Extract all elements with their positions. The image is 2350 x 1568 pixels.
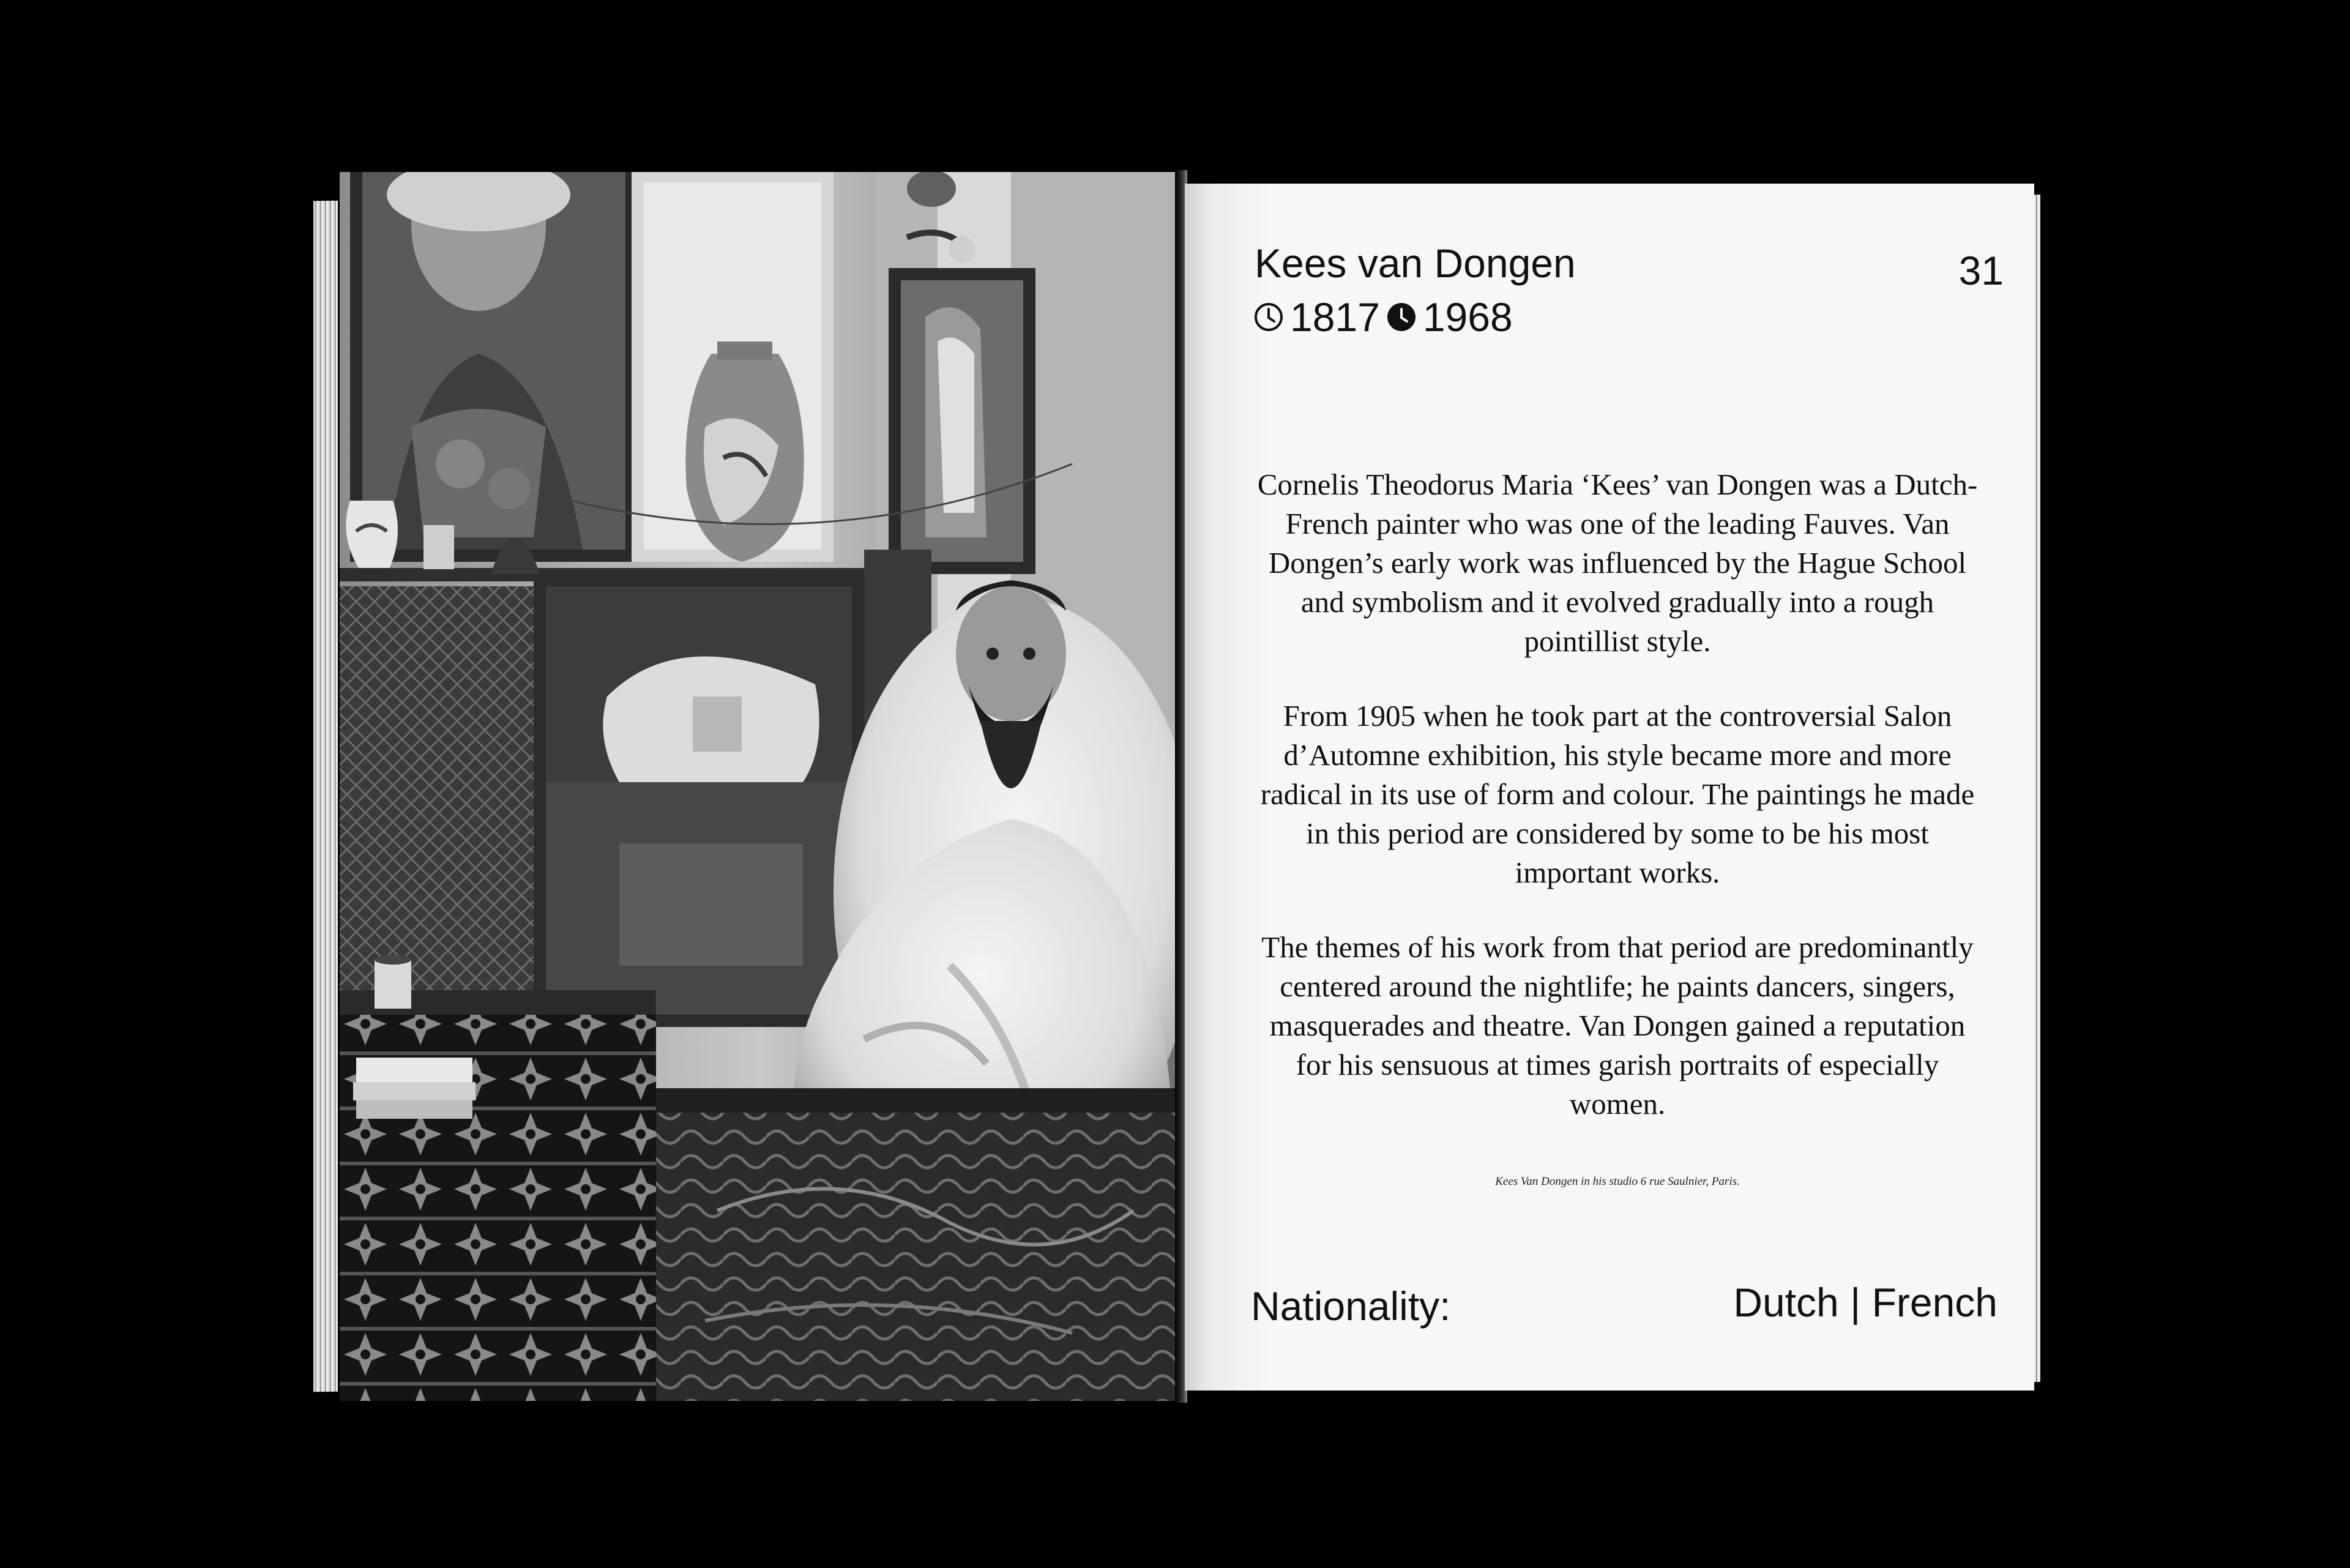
- studio-photograph: [338, 170, 1184, 1403]
- paragraph-2: From 1905 when he took part at the controversial Salon d’Automne exhibition, his style became more and more radical in its use of form and colour. The paintings he made in this period are considered by some to be his most important works.: [1260, 699, 1975, 889]
- paragraph-1: Cornelis Theodorus Maria ‘Kees’ van Dongen was a Dutch-French painter who was one of the leading Fauves. Van Dongen’s early work was influenced by the Hague School and symbolism and it evolved gradually into a rough pointillist style.: [1257, 468, 1978, 658]
- birth-year: 1817: [1290, 294, 1380, 340]
- left-page-photo: [338, 170, 1184, 1403]
- nationality-label: Nationality:: [1251, 1283, 1451, 1329]
- biography-text: [1253, 465, 1982, 1159]
- nationality-value: Dutch | French: [1733, 1280, 1997, 1325]
- artist-name-heading: Kees van Dongen: [1255, 241, 1576, 286]
- right-page-text: [1185, 184, 2034, 1391]
- life-dates: [1253, 294, 1513, 340]
- page-stack-left: [313, 201, 340, 1392]
- page-number: 31: [1958, 248, 2004, 293]
- clock-filled-icon: [1386, 302, 1417, 332]
- paragraph-3: The themes of his work from that period are predominantly centered around the nightlife; he paints dancers, singers, masquerades and theatre. Van Dongen gained a reputation for his sensuous at times garish portraits of especially women.: [1261, 930, 1974, 1121]
- photo-caption: Kees Van Dongen in his studio 6 rue Saulnier, Paris.: [1495, 1175, 1740, 1188]
- clock-outline-icon: [1253, 302, 1284, 332]
- death-year: 1968: [1422, 294, 1513, 340]
